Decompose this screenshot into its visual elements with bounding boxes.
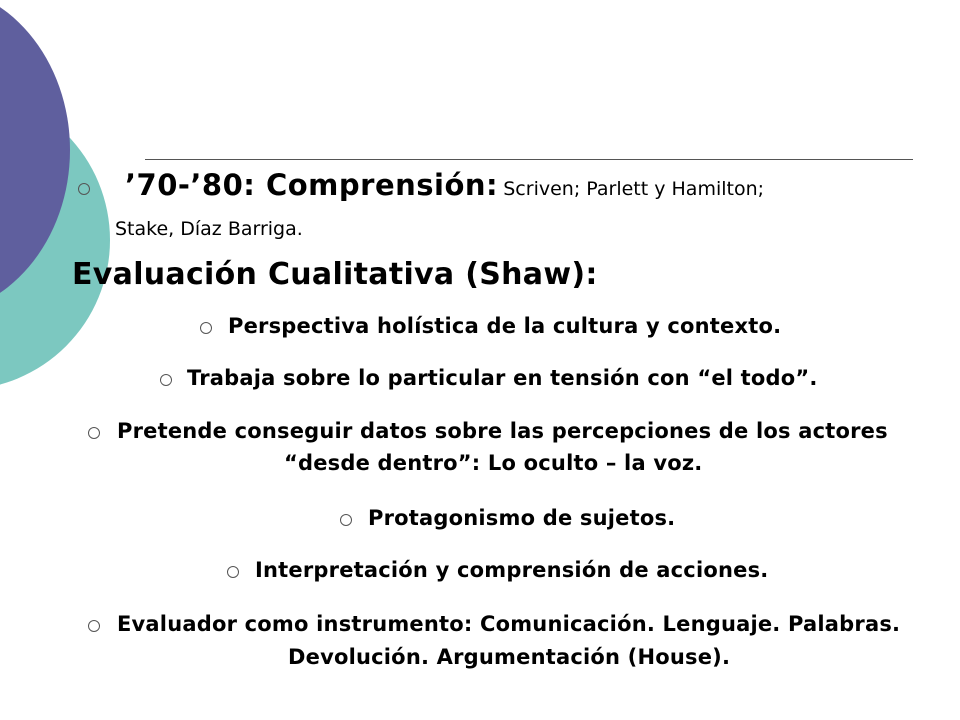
section-subtitle: Evaluación Cualitativa (Shaw): [72, 257, 598, 292]
list-item: Interpretación y comprensión de acciones. [255, 558, 769, 582]
heading-main: ’70-’80: Comprensión: [125, 168, 499, 202]
list-item-continued: Devolución. Argumentación (House). [288, 645, 731, 669]
title-divider [145, 159, 913, 160]
heading-line [125, 168, 925, 202]
heading-authors: Scriven; Parlett y Hamilton; [503, 178, 765, 200]
list-item: Evaluador como instrumento: Comunicación. Lenguaje. Palabras. [117, 612, 901, 636]
hollow-circle-bullet-icon [88, 427, 100, 439]
list-item: Protagonismo de sujetos. [368, 506, 676, 530]
hollow-circle-bullet-icon [160, 374, 172, 386]
hollow-circle-bullet-icon [227, 566, 239, 578]
hollow-circle-bullet-icon [200, 322, 212, 334]
list-item: Pretende conseguir datos sobre las percepciones de los actores [117, 419, 888, 443]
list-item: Trabaja sobre lo particular en tensión con “el todo”. [187, 366, 818, 390]
list-item: Perspectiva holística de la cultura y contexto. [228, 314, 782, 338]
heading-authors-continued: Stake, Díaz Barriga. [115, 218, 303, 240]
hollow-circle-bullet-icon [88, 620, 100, 632]
list-item-continued: “desde dentro”: Lo oculto – la voz. [284, 451, 703, 475]
hollow-circle-bullet-icon [340, 514, 352, 526]
hollow-circle-bullet-icon [78, 183, 90, 195]
